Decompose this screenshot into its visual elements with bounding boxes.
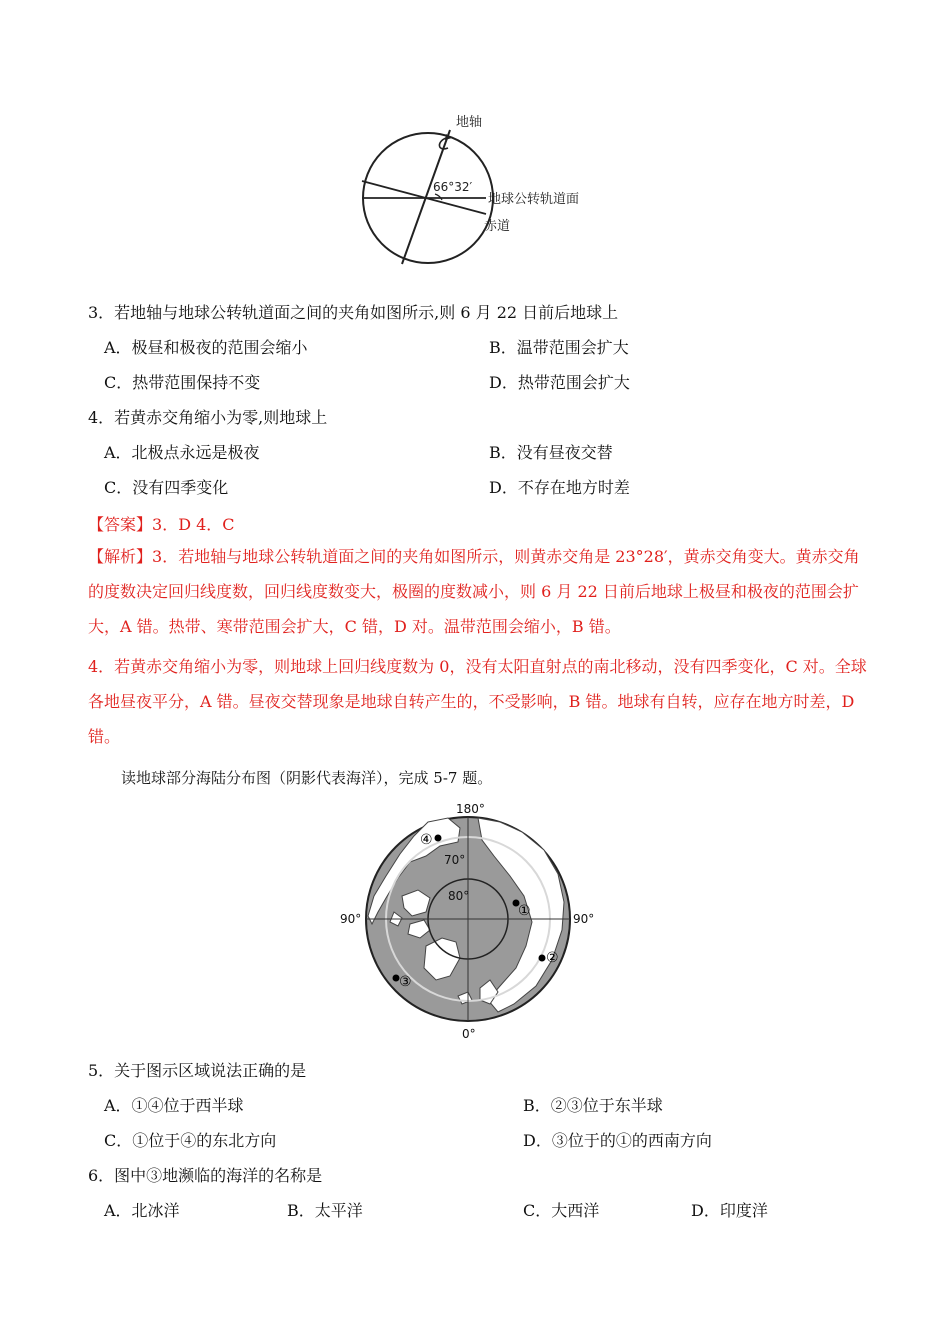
answer-line	[88, 512, 235, 535]
axis-tilt-diagram	[350, 108, 610, 268]
q6-option-d: D．印度洋	[691, 1201, 768, 1220]
angle-label: 66°32′	[433, 180, 473, 194]
point-4-label: ④	[420, 832, 433, 848]
q6-stem: 6．图中③地濒临的海洋的名称是	[88, 1166, 323, 1185]
q3-option-d: D．热带范围会扩大	[489, 373, 630, 392]
meridian-90w-label: 90°	[340, 912, 362, 926]
q6-option-b: B．太平洋	[287, 1201, 363, 1220]
q5-option-a: A．①④位于西半球	[104, 1096, 244, 1115]
q4-stem: 4．若黄赤交角缩小为零,则地球上	[88, 408, 328, 427]
polar-map	[338, 800, 608, 1040]
q3-stem: 3．若地轴与地球公转轨道面之间的夹角如图所示,则 6 月 22 日前后地球上	[88, 303, 619, 322]
answer-text: 3．D 4．C	[152, 515, 235, 534]
q5-option-c: C．①位于④的东北方向	[104, 1131, 277, 1150]
q3-option-a: A．极昼和极夜的范围会缩小	[104, 338, 308, 357]
q3-option-b: B．温带范围会扩大	[489, 338, 629, 357]
latitude-80-label: 80°	[448, 889, 470, 903]
meridian-90e-label: 90°	[573, 912, 595, 926]
latitude-70-label: 70°	[444, 853, 466, 867]
orbit-plane-label: 地球公转轨道面	[488, 192, 580, 207]
equator-label: 赤道	[484, 219, 511, 234]
point-2-marker	[539, 955, 546, 962]
point-1-label: ①	[518, 903, 531, 919]
answer-tag: 【答案】	[88, 515, 153, 534]
analysis-q3	[88, 539, 868, 644]
point-4-marker	[435, 835, 442, 842]
q5-option-b: B．②③位于东半球	[523, 1096, 663, 1115]
q6-option-c: C．大西洋	[523, 1201, 600, 1220]
analysis-q4: 4．若黄赤交角缩小为零，则地球上回归线度数为 0，没有太阳直射点的南北移动，没有四季变化，C 对。全球各地昼夜平分，A 错。昼夜交替现象是地球自转产生的，不受影响，B 错。地球有自转，应存在地方时差，D 错。	[88, 657, 867, 746]
q4-option-a: A．北极点永远是极夜	[104, 443, 260, 462]
q5-option-d: D．③位于的①的西南方向	[523, 1131, 712, 1150]
point-3-label: ③	[399, 974, 412, 990]
q4-option-d: D．不存在地方时差	[489, 478, 630, 497]
q4-option-c: C．没有四季变化	[104, 478, 229, 497]
analysis-q3-text: 3．若地轴与地球公转轨道面之间的夹角如图所示，则黄赤交角是 23°28′，黄赤交角变大。黄赤交角的度数决定回归线度数，回归线度数变大，极圈的度数减小，则 6 月 22 日前后地球上极昼和极夜的范围会扩大，A 错。热带、寒带范围会扩大，C 错，D 对。温带范围会缩小，B 错。	[88, 547, 860, 636]
q6-option-a: A．北冰洋	[104, 1201, 180, 1220]
q3-option-c: C．热带范围保持不变	[104, 373, 261, 392]
intro-text: 读地球部分海陆分布图（阴影代表海洋），完成 5-7 题。	[121, 769, 493, 787]
meridian-0-label: 0°	[462, 1027, 476, 1040]
q5-stem: 5．关于图示区域说法正确的是	[88, 1061, 307, 1080]
meridian-180-label: 180°	[456, 802, 485, 816]
q4-option-b: B．没有昼夜交替	[489, 443, 613, 462]
axis-label: 地轴	[456, 115, 483, 130]
point-2-label: ②	[546, 950, 559, 966]
analysis-tag: 【解析】	[88, 547, 153, 566]
